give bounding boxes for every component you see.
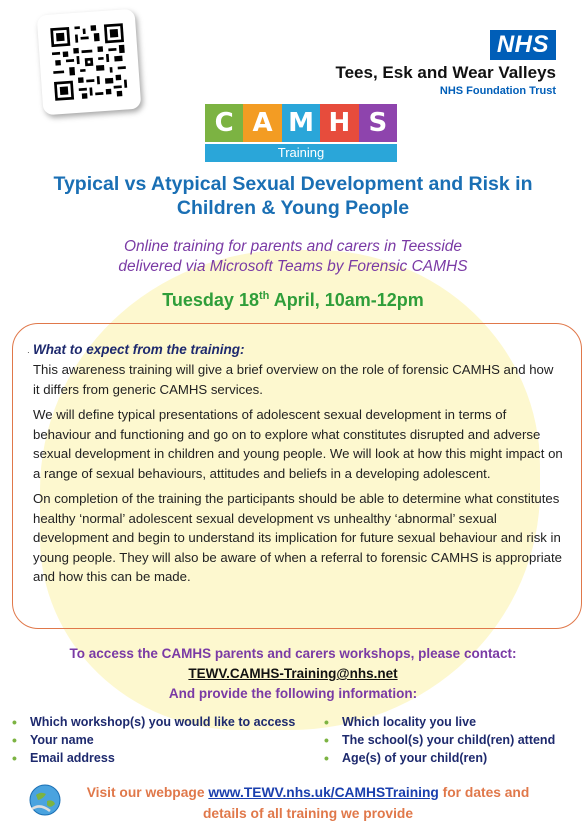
date-ordinal: th — [258, 290, 270, 302]
camhs-letter-a: A — [243, 104, 281, 142]
nhs-header — [335, 30, 556, 97]
list-item: • Which locality you live — [324, 713, 555, 731]
date-suffix: April, 10am-12pm — [269, 290, 424, 310]
list-item: • Age(s) of your child(ren) — [324, 749, 555, 767]
title-line-1: Typical vs Atypical Sexual Development and Risk in — [53, 173, 533, 195]
list-item: • Email address — [12, 749, 295, 767]
list-item: • Your name — [12, 731, 295, 749]
content-heading: What to expect from the training: — [33, 342, 245, 357]
page-subtitle — [0, 237, 586, 277]
event-date — [0, 290, 586, 311]
page-title — [0, 172, 586, 220]
webpage-link[interactable]: www.TEWV.nhs.uk/CAMHSTraining — [208, 785, 439, 800]
content-paragraph-3: On completion of the training the participants should be able to determine what constitutes healthy ‘normal’ adolescent sexual development vs unhealthy ‘abnormal’ sexual development and begin to understand its implication for future sexual behaviour and risk in young people. They will also be aware of when a referral to forensic CAMHS is appropriate and how this can be made. — [33, 491, 562, 584]
trust-subtitle: NHS Foundation Trust — [439, 85, 556, 97]
nhs-logo: NHS — [490, 30, 556, 60]
list-item: • The school(s) your child(ren) attend — [324, 731, 555, 749]
camhs-letter-h: H — [320, 104, 358, 142]
contact-instruction: To access the CAMHS parents and carers workshops, please contact: — [69, 646, 517, 661]
webpage-note — [68, 782, 548, 824]
camhs-letter-m: M — [282, 104, 320, 142]
list-item: • Which workshop(s) you would like to access — [12, 713, 295, 731]
camhs-training-logo — [205, 104, 397, 162]
info-list-right — [324, 713, 555, 767]
camhs-letters — [205, 104, 397, 142]
webpage-prefix: Visit our webpage — [86, 785, 209, 800]
content-paragraph-2: We will define typical presentations of adolescent sexual development in terms of behaviour and functioning and go on to explore what constitutes disrupted and adverse sexual development in children and young people. We will look at how this might impact on a range of sexual behaviours, attitudes and beliefs in a developing adolescent. — [33, 407, 563, 481]
info-list-left — [12, 713, 295, 767]
contact-info-request: And provide the following information: — [168, 686, 418, 701]
subtitle-line-1: Online training for parents and carers in Teesside — [123, 238, 463, 255]
globe-mouse-icon — [28, 783, 62, 817]
camhs-letter-c: C — [205, 104, 243, 142]
content-paragraph-1: This awareness training will give a brief overview on the role of forensic CAMHS and how it differs from generic CAMHS services. — [33, 362, 554, 397]
trust-name: Tees, Esk and Wear Valleys — [335, 63, 556, 82]
training-description-box — [12, 323, 582, 629]
qr-code[interactable] — [37, 9, 142, 116]
camhs-training-bar: Training — [205, 144, 397, 162]
title-line-2: Children & Young People — [176, 197, 410, 219]
contact-email-link[interactable]: TEWV.CAMHS-Training@nhs.net — [188, 666, 398, 681]
contact-section — [0, 644, 586, 704]
qr-code-icon — [47, 20, 130, 103]
subtitle-line-2: delivered via Microsoft Teams by Forensic CAMHS — [118, 258, 468, 275]
bullet-dot: · — [27, 348, 30, 357]
webpage-suffix: for dates and details of all training we provide — [202, 785, 530, 821]
camhs-letter-s: S — [359, 104, 397, 142]
date-prefix: Tuesday 18 — [162, 290, 259, 310]
